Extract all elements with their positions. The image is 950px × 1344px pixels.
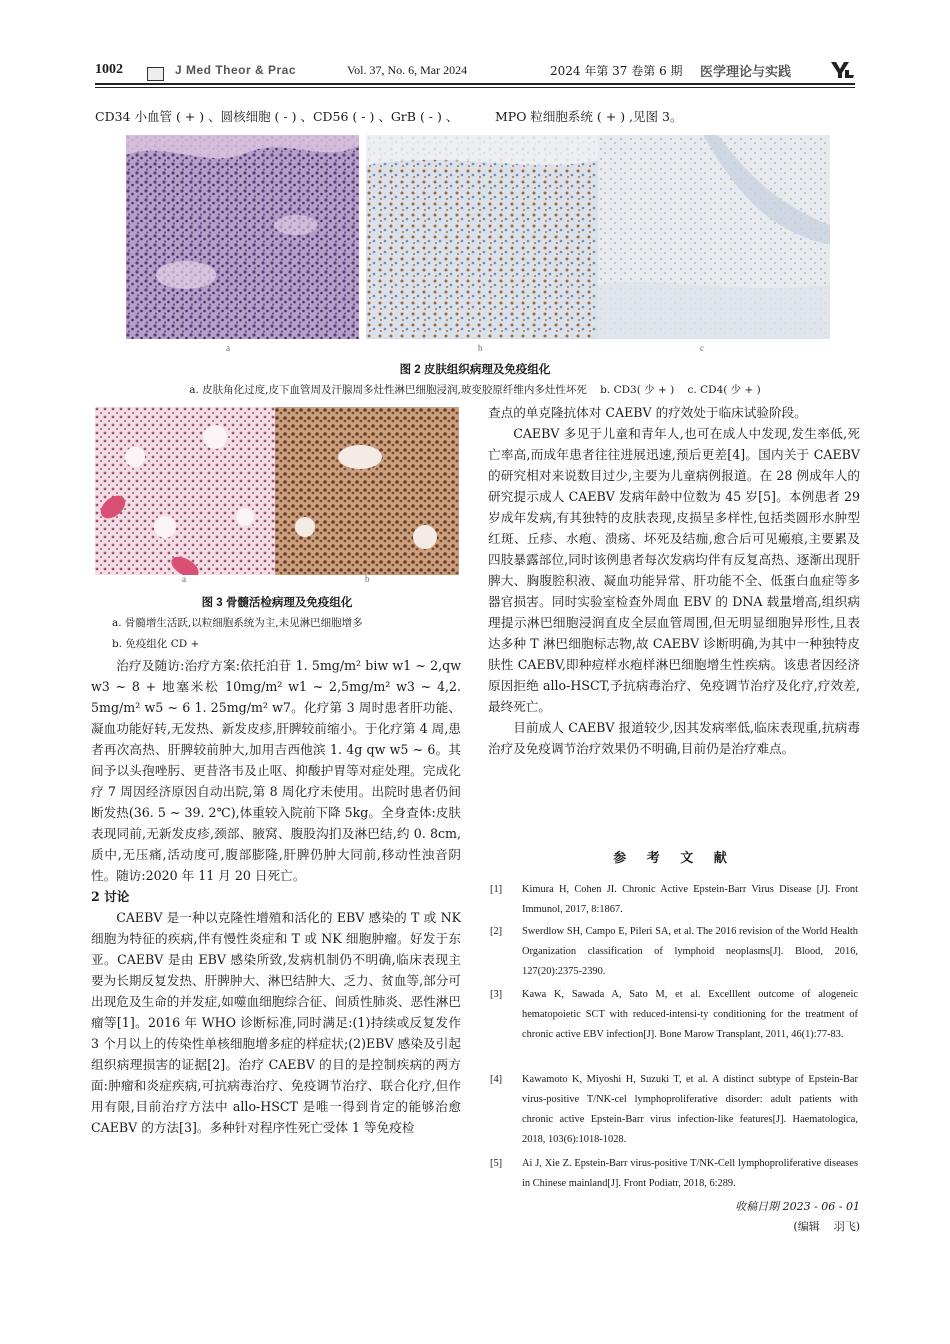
reference-text: Kawamoto K, Miyoshi H, Suzuki T, et al. A distinct subtype of Epstein-Bar virus-positive T/NK-cel lymphoproliferative disorder: adult patients with chronic active Epstein-Barr virus infection-like features[J]. Haematologica, 2018, 103(6):1018-1028. [522,1074,858,1145]
editor-note: (编辑 羽飞) [793,1220,860,1233]
reference-item [490,922,860,984]
volume-info-en: Vol. 37, No. 6, Mar 2024 [347,63,468,77]
running-header [95,62,855,88]
intro-line [95,107,683,125]
volume-info-cn: 2024 年第 37 卷第 6 期 [550,64,683,78]
figure3-image-a [95,407,275,575]
figure3-note-a: a. 骨髓增生活跃,以粒细胞系统为主,未见淋巴细胞增多 [112,617,363,629]
figure2-image-a [126,135,359,339]
journal-logo-icon [829,60,855,80]
reference-text: Ai J, Xie Z. Epstein-Barr virus-positive T/NK-Cell lymphoproliferative diseases in Chinese mainland[J]. Front Podiatr, 2018, 6:289. [522,1158,858,1189]
discussion-paragraph-3: 目前成人 CAEBV 报道较少,因其发病率低,临床表现重,抗病毒治疗及免疫调节治疗效果仍不明确,目前仍是治疗难点。 [488,720,860,756]
discussion-paragraph-2: CAEBV 多见于儿童和青年人,也可在成人中发现,发生率低,死亡率高,而成年患者往往进展迅速,预后更差[4]。国内关于 CAEBV 的研究相对来说数目过少,主要为儿童病例报道。在 28 例成年人的研究提示成人 CAEBV 发病年龄中位数为 45 岁[5]。本例患者 29 岁成年发病,有其独特的皮肤表现,皮损呈多样性,包括类圆形水肿型红斑、丘疹、水疱、溃疡、坏死及结痂,愈合后可见瘢痕,主要累及四肢暴露部位,同时该例患者每次发病均伴有反复高热、逐渐出现肝脾大、胸腹腔积液、凝血功能异常、肝功能不全、低蛋白血症等多器官损害。同时实验室检查外周血 EBV 的 DNA 载量增高,组织病理提示淋巴细胞浸润直皮全层血管周围,但无明显细胞异形性,且表达多种 T 淋巴细胞标志物,故 CAEBV 诊断明确,为其中一种独特皮肤性 CAEBV,即种痘样水疱样淋巴细胞增生性疾病。该患者因经济原因拒绝 allo-HSCT,予抗病毒治疗、免疫调节治疗及化疗,疗效差,最终死亡。 [488,426,860,714]
figure3-label-b: b [365,574,370,584]
header-rule [95,83,855,85]
reference-text: Swerdlow SH, Campo E, Pileri SA, et al. The 2016 revision of the World Health Organization classification of lymphoid neoplasms[J]. Blood, 2016, 127(20):2375-2390. [522,926,858,977]
section-title-discussion: 2 讨论 [91,889,130,904]
reference-item [490,1070,860,1154]
figure3-note-b: b. 免疫组化 CD + [112,638,200,650]
journal-name-en: J Med Theor & Prac [175,63,297,77]
reference-number: [5] [490,1158,503,1169]
reference-number: [2] [490,926,503,937]
figure2-image-c [598,135,830,339]
journal-name-cn: 医学理论与实践 [700,64,792,79]
header-box-icon [147,67,164,81]
reference-number: [1] [490,884,503,895]
figure3-label-a: a [182,574,186,584]
discussion-continuation: 查点的单克隆抗体对 CAEBV 的疗效处于临床试验阶段。 [488,405,807,420]
reference-number: [3] [490,989,503,1000]
reference-text: Kawa K, Sawada A, Sato M, et al. Excelllent outcome of alogeneic hematopoietic SCT with reduced-intensi-ty conditioning for the treatment of chronic active EBV infection[J]. Bone Marow Transplant, 2011, 46(1):77-83. [522,989,858,1040]
figure2-label-b: b [478,343,483,353]
figure2-label-a: a [226,343,230,353]
reference-number: [4] [490,1074,503,1085]
figure3-caption: 图 3 骨髓活检病理及免疫组化 [201,597,353,609]
reference-item [490,880,860,922]
intro-line-left: CD34 小血管 ( + ) 、圆核细胞 ( - ) 、CD56 ( - ) 、GrB ( - ) 、 [95,109,459,124]
left-column [91,655,461,1138]
references-title: 参 考 文 献 [613,851,735,866]
header-rule-thin [95,87,855,88]
received-date: 收稿日期 2023 - 06 - 01 [735,1200,860,1213]
reference-text: Kimura H, Cohen JI. Chronic Active Epstein-Barr Virus Disease [J]. Front Immunol, 2017, 8:1867. [522,884,858,915]
figure2-caption: 图 2 皮肤组织病理及免疫组化 [399,364,551,376]
figure3-image-b [275,407,459,575]
right-column [488,402,860,759]
figure2-label-c: c [700,343,704,353]
page-number: 1002 [95,62,123,77]
treatment-paragraph: 治疗及随访:治疗方案:依托泊苷 1. 5mg/m² biw w1 ~ 2,qw w3 ~ 8 + 地塞米松 10mg/m² w1 ~ 2,5mg/m² w3 ~ 4,2. 5mg/m² w5 ~ 6 1. 25mg/m² w7。化疗第 3 周时患者肝功能、凝血功能好转,无发热、新发皮疹,肝脾较前缩小。于化疗第 4 周,患者再次高热、肝脾较前肿大,加用吉西他滨 1. 4g qw w5 ~ 6。其间予以头孢唑肟、更昔洛韦及止呕、抑酸护胃等对症处理。完成化疗 7 周因经济原因自动出院,第 8 周化疗未使用。出院时患者仍间断发热(36. 5 ~ 39. 2℃),体重较入院前下降 5kg。全身查体:皮肤表现同前,无新发皮疹,颈部、腋窝、腹股沟扪及淋巴结,约 0. 8cm,质中,无压痛,活动度可,腹部膨隆,肝脾仍肿大同前,移动性浊音阴性。随访:2020 年 11 月 20 日死亡。 [91,658,461,883]
intro-line-right: MPO 粒细胞系统 ( + ) ,见图 3。 [495,109,683,124]
figure2-subcaption: a. 皮肤角化过度,皮下血管周及汗腺周多灶性淋巴细胞浸润,玻变胶原纤维内多灶性坏死 b. CD3( 少 + ) c. CD4( 少 + ) [189,384,761,396]
figure2-image-b [366,135,599,339]
reference-item [490,985,860,1069]
reference-item [490,1154,860,1198]
discussion-paragraph-1: CAEBV 是一种以克隆性增殖和活化的 EBV 感染的 T 或 NK 细胞为特征的疾病,伴有慢性炎症和 T 或 NK 细胞肿瘤。好发于东亚。CAEBV 是由 EBV 感染所致,发病机制仍不明确,临床表现主要为长期反复发热、肝脾肿大、淋巴结肿大、乏力、贫血等,部分可出现危及生命的并发症,如噬血细胞综合征、间质性肺炎、恶性淋巴瘤等[1]。2016 年 WHO 诊断标准,同时满足:(1)持续或反复发作 3 个月以上的传染性单核细胞增多症的样症状;(2)EBV 感染及引起组织病理损害的证据[2]。治疗 CAEBV 的目的是控制疾病的两方面:肿瘤和炎症疾病,可抗病毒治疗、免疫调节治疗、联合化疗,但作用有限,目前治疗方法中 allo-HSCT 是唯一得到肯定的能够治愈 CAEBV 的方法[3]。多种针对程序性死亡受体 1 等免疫检 [91,910,461,1135]
